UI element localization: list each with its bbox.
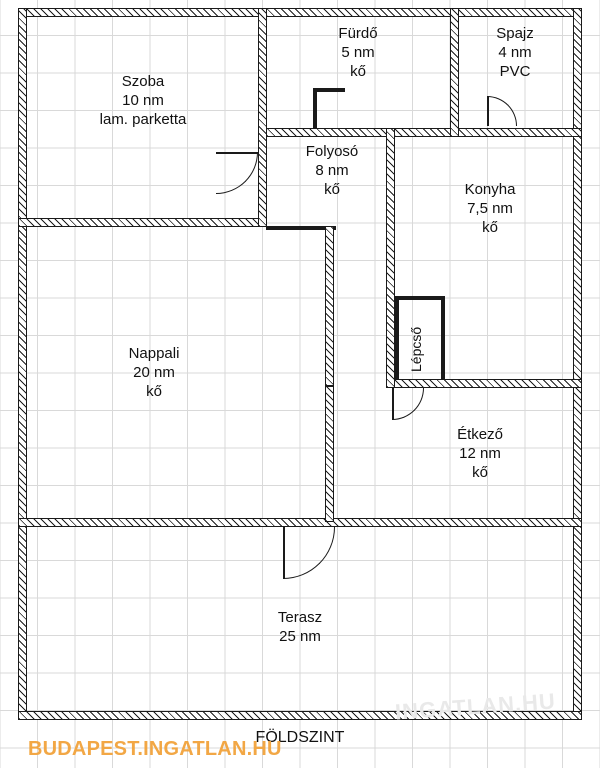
room-name-etkezo: Étkező xyxy=(457,426,503,443)
room-area-szoba: 10 nm xyxy=(122,92,164,110)
room-floor-nappali: kő xyxy=(146,383,162,401)
wall-bath-pantry-bottom xyxy=(266,128,582,137)
room-floor-etkezo: kő xyxy=(472,464,488,482)
room-label-terasz xyxy=(220,608,380,646)
wall-nappali-right xyxy=(325,226,334,386)
room-area-etkezo: 12 nm xyxy=(459,445,501,463)
watermark-ghost: INGATLAN.HU xyxy=(394,688,557,725)
room-name-spajz: Spajz xyxy=(496,25,534,42)
wall-staircase-left xyxy=(395,296,399,380)
room-area-terasz: 25 nm xyxy=(279,628,321,646)
wall-konyha-etkezo xyxy=(386,379,582,388)
wall-exterior-top xyxy=(18,8,582,17)
wall-staircase-top xyxy=(395,296,445,300)
wall-furdo-partition xyxy=(313,88,317,128)
room-floor-folyoso: kő xyxy=(324,181,340,199)
room-area-nappali: 20 nm xyxy=(133,364,175,382)
room-label-folyoso xyxy=(276,142,388,200)
wall-exterior-right xyxy=(573,8,582,720)
wall-terrace-divider xyxy=(18,518,582,527)
room-floor-konyha: kő xyxy=(482,219,498,237)
room-floor-furdo: kő xyxy=(350,63,366,81)
room-label-nappali xyxy=(52,344,256,402)
watermark-brand: BUDAPEST.INGATLAN.HU xyxy=(28,738,282,760)
room-label-furdo xyxy=(295,24,421,82)
room-name-nappali: Nappali xyxy=(128,345,180,362)
room-name-terasz: Terasz xyxy=(277,609,323,626)
room-floor-szoba: lam. parketta xyxy=(99,111,187,129)
room-area-spajz: 4 nm xyxy=(498,44,532,62)
room-label-lepcso xyxy=(408,327,424,372)
wall-furdo-partition-top xyxy=(313,88,345,92)
room-floor-spajz: PVC xyxy=(499,63,531,81)
room-name-konyha: Konyha xyxy=(464,181,516,198)
room-name-furdo: Fürdő xyxy=(338,25,378,42)
room-label-konyha xyxy=(412,180,568,238)
room-area-konyha: 7,5 nm xyxy=(467,200,513,218)
room-label-szoba xyxy=(43,72,243,130)
door-spajz xyxy=(487,96,521,130)
wall-exterior-left xyxy=(18,8,27,720)
wall-nappali-right-lower xyxy=(325,386,334,522)
room-label-etkezo xyxy=(400,425,560,483)
wall-staircase-right xyxy=(441,296,445,380)
room-area-furdo: 5 nm xyxy=(341,44,375,62)
door-szoba xyxy=(216,152,262,198)
room-area-folyoso: 8 nm xyxy=(315,162,349,180)
wall-szoba-nappali xyxy=(18,218,266,227)
door-terasz xyxy=(283,527,341,585)
room-label-spajz xyxy=(455,24,575,82)
door-etkezo xyxy=(392,388,428,424)
room-name-szoba: Szoba xyxy=(121,73,165,90)
level-caption: FÖLDSZINT xyxy=(255,729,345,746)
room-name-folyoso: Folyosó xyxy=(305,143,359,160)
room-name-lepcso: Lépcső xyxy=(408,326,424,372)
